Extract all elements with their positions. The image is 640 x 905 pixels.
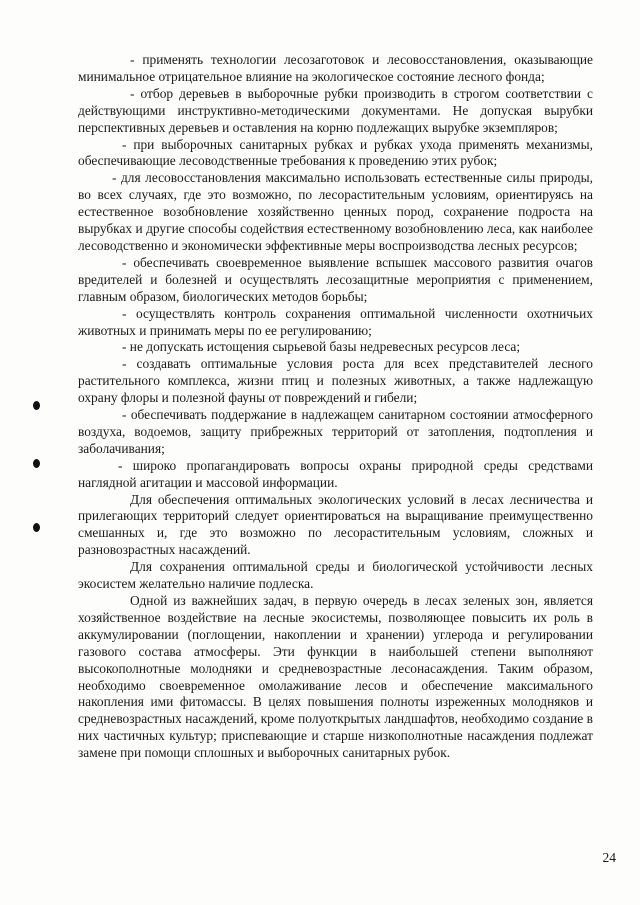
paragraph-list-item: - для лесовосстановления максимально использовать естественные силы природы, во всех случаях, где это возможно, по лесорастительным условиям, ориентируясь на естественное возобновление хозяйственно ценных пород, сохранение подроста на вырубках и другие способы содействия естественному возобновлению леса, как наиболее лесоводственно и экономически эффективные меры воспроизводства лесных ресурсов; [78, 170, 593, 253]
binder-hole-mark [33, 523, 40, 532]
paragraph-list-item: - широко пропагандировать вопросы охраны природной среды средствами наглядной агитации и массовой информации. [78, 457, 593, 490]
body-text [78, 52, 593, 762]
paragraph: Одной из важнейших задач, в первую очередь в лесах зеленых зон, является хозяйственное воздействие на лесные экосистемы, позволяющее повысить их роль в аккумулировании (поглощении, накоплении и хранении) углерода и регулировании газового состава атмосферы. Эти функции в наибольшей степени выполняют высокополнотные молодняки и средневозрастные лесонасаждения. Таким образом, необходимо своевременное омолаживание лесов и обеспечение максимального накопления ими фитомассы. В целях повышения полноты изреженных молодняков и средневозрастных насаждений, кроме полуоткрытых ландшафтов, необходимо создание в них частичных культур; приспевающие и старше низкополнотные насаждения подлежат замене при помощи сплошных и выборочных санитарных рубок. [78, 593, 593, 761]
paragraph-list-item: - обеспечивать своевременное выявление вспышек массового развития очагов вредителей и болезней и осуществлять лесозащитные мероприятия с применением, главным образом, биологических методов борьбы; [78, 254, 593, 304]
paragraph-list-item: - обеспечивать поддержание в надлежащем санитарном состоянии атмосферного воздуха, водоемов, защиту прибрежных территорий от затопления, подтопления и заболачивания; [78, 407, 593, 456]
paragraph-list-item: - осуществлять контроль сохранения оптимальной численности охотничьих животных и принимать меры по ее регулированию; [78, 305, 593, 338]
paragraph-list-item: - при выборочных санитарных рубках и рубках ухода применять механизмы, обеспечивающие лесоводственные требования к проведению этих рубок; [78, 136, 593, 169]
paragraph: Для обеспечения оптимальных экологических условий в лесах лесничества и прилегающих территорий следует ориентироваться на выращивание преимущественно смешанных и, где это возможно по лесорастительным условиям, сложных и разновозрастных насаждений. [78, 491, 593, 558]
paragraph-list-item: - отбор деревьев в выборочные рубки производить в строгом соответствии с действующими инструктивно-методическими документами. Не допуская вырубки перспективных деревьев и оставления на корню подлежащих вырубке экземпляров; [78, 85, 593, 135]
paragraph-list-item: - не допускать истощения сырьевой базы недревесных ресурсов леса; [122, 339, 521, 355]
binder-hole-mark [33, 401, 40, 410]
page-number: 24 [602, 850, 616, 865]
paragraph-list-item: - применять технологии лесозаготовок и лесовосстановления, оказывающие минимальное отрицательное влияние на экологическое состояние лесного фонда; [78, 52, 593, 84]
paragraph-list-item: - создавать оптимальные условия роста для всех представителей лесного растительного комплекса, жизни птиц и полезных животных, а также надлежащую охрану флоры и полезной фауны от повреждений и гибели; [78, 356, 593, 406]
binder-hole-mark [33, 459, 40, 468]
paragraph: Для сохранения оптимальной среды и биологической устойчивости лесных экосистем желательно наличие подлеска. [78, 559, 593, 592]
